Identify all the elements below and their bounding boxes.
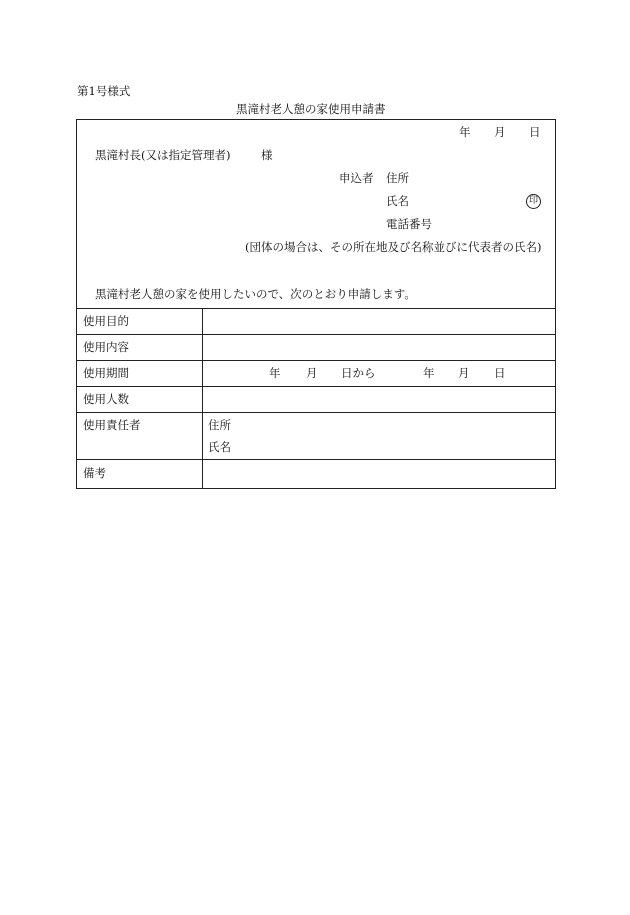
application-form: [76, 119, 556, 489]
applicant-name-label: 氏名: [386, 194, 409, 208]
applicant-address-label: 住所: [386, 171, 409, 185]
form-title: 黒滝村老人憩の家使用申請書: [236, 102, 386, 116]
column-divider: [202, 308, 203, 488]
period-to-day: 日: [494, 366, 506, 380]
period-to-year: 年: [423, 366, 435, 380]
period-to-month: 月: [458, 366, 470, 380]
row-label-responsible: 使用責任者: [83, 418, 141, 432]
date-year-label: 年: [459, 125, 471, 139]
seal-icon: 印: [526, 194, 541, 209]
application-statement: 黒滝村老人憩の家を使用したいので、次のとおり申請します。: [95, 287, 416, 301]
group-note: (団体の場合は、その所在地及び名称並びに代表者の氏名): [245, 240, 542, 254]
applicant-phone-label: 電話番号: [386, 217, 432, 231]
period-from-year: 年: [269, 366, 281, 380]
row-label-content: 使用内容: [83, 340, 129, 354]
row-rule: [77, 459, 555, 460]
table-top-rule: [77, 308, 555, 309]
row-label-remarks: 備考: [83, 466, 106, 480]
period-from-day: 日から: [341, 366, 376, 380]
row-rule: [77, 412, 555, 413]
date-day-label: 日: [529, 125, 541, 139]
row-label-people: 使用人数: [83, 392, 129, 406]
row-label-period: 使用期間: [83, 366, 129, 380]
row-rule: [77, 386, 555, 387]
date-month-label: 月: [494, 125, 506, 139]
responsible-address-label: 住所: [208, 418, 231, 432]
addressee-honorific: 様: [261, 148, 273, 162]
applicant-label: 申込者: [339, 171, 374, 185]
addressee-name: 黒滝村長(又は指定管理者): [95, 148, 231, 162]
row-rule: [77, 334, 555, 335]
period-from-month: 月: [306, 366, 318, 380]
row-label-purpose: 使用目的: [83, 314, 129, 328]
row-rule: [77, 360, 555, 361]
responsible-name-label: 氏名: [208, 440, 231, 454]
form-number: 第1号様式: [77, 84, 131, 98]
